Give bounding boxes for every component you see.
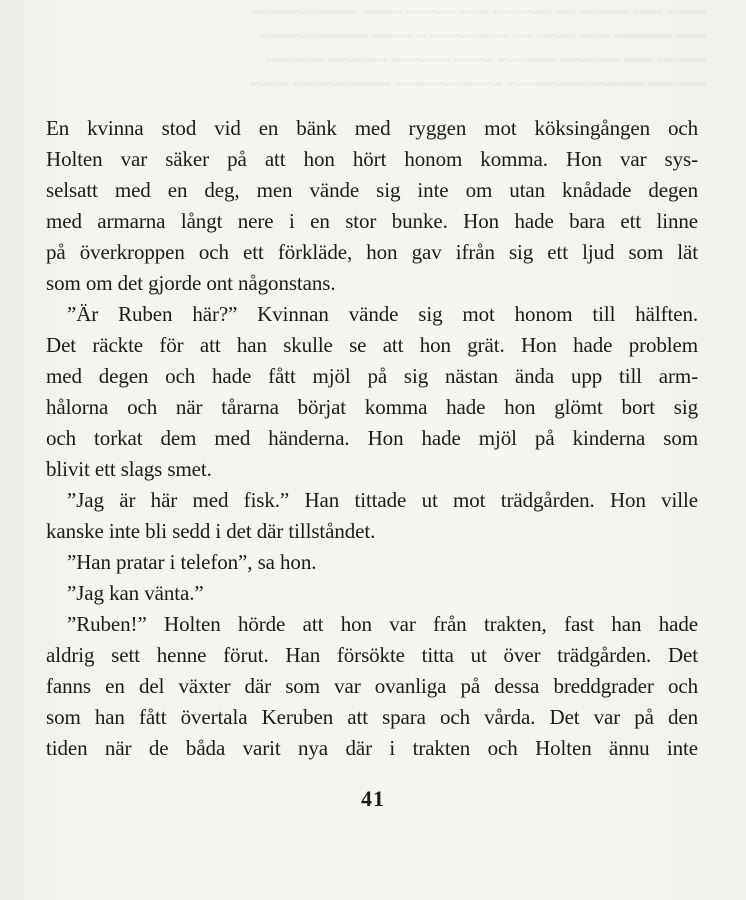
- text-line: ”Ruben!” Holten hörde att hon var från trakten, fast han hade: [67, 612, 698, 636]
- paragraph-4: [46, 547, 698, 578]
- text-line: Holten var säker på att hon hört honom komma. Hon var sys-: [46, 147, 698, 171]
- text-line: En kvinna stod vid en bänk med ryggen mot köksingången och: [46, 116, 698, 140]
- show-through-text: ~~~~ ~~~ ~~~~~ ~~ ~~~~~~ ~~~ ~~~~~ ~~~~ ~~~~~~~~~~~ ~~~ ~~~~~~ ~~~ ~~~~ ~~ ~~~~~~~~ ~ ~~~~ ~~~~~~~~~~~ ~~~~~ ~~~ ~~~~~~ ~~~~~~ ~~~~ ~~~~~~ ~~~~~~ ~~~~~~ ~~~~~~ ~~~~~~~~~~~~~~ ~~~~~~~~~~~ ~~~~~~~~~~ ~~~~: [249, 2, 706, 94]
- text-line: blivit ett slags smet.: [46, 457, 212, 481]
- text-line: selsatt med en deg, men vände sig inte om utan knådade degen: [46, 178, 698, 202]
- text-line: ”Han pratar i telefon”, sa hon.: [67, 550, 317, 574]
- text-line: aldrig sett henne förut. Han försökte titta ut över trädgården. Det: [46, 643, 698, 667]
- text-line: och torkat dem med händerna. Hon hade mjöl på kinderna som: [46, 426, 698, 450]
- body-text: [46, 113, 698, 764]
- text-line: ”Jag kan vänta.”: [67, 581, 204, 605]
- text-line: hålorna och när tårarna börjat komma hade hon glömt bort sig: [46, 395, 698, 419]
- text-line: ”Är Ruben här?” Kvinnan vände sig mot honom till hälften.: [67, 302, 698, 326]
- paragraph-6: [46, 609, 698, 764]
- text-line: Det räckte för att han skulle se att hon grät. Hon hade problem: [46, 333, 698, 357]
- text-line: tiden när de båda varit nya där i trakten och Holten ännu inte: [46, 736, 698, 760]
- text-line: ”Jag är här med fisk.” Han tittade ut mot trädgården. Hon ville: [67, 488, 698, 512]
- page-number: 41: [361, 786, 385, 811]
- text-line: som han fått övertala Keruben att spara och vårda. Det var på den: [46, 705, 698, 729]
- paragraph-5: [46, 578, 698, 609]
- paragraph-3: [46, 485, 698, 547]
- text-line: som om det gjorde ont någonstans.: [46, 271, 336, 295]
- text-line: kanske inte bli sedd i det där tillståndet.: [46, 519, 376, 543]
- text-line: fanns en del växter där som var ovanliga på dessa breddgrader och: [46, 674, 698, 698]
- text-line: med degen och hade fått mjöl på sig nästan ända upp till arm-: [46, 364, 698, 388]
- text-line: med armarna långt nere i en stor bunke. Hon hade bara ett linne: [46, 209, 698, 233]
- text-line: på överkroppen och ett förkläde, hon gav ifrån sig ett ljud som lät: [46, 240, 698, 264]
- paragraph-1: [46, 113, 698, 299]
- paragraph-2: [46, 299, 698, 485]
